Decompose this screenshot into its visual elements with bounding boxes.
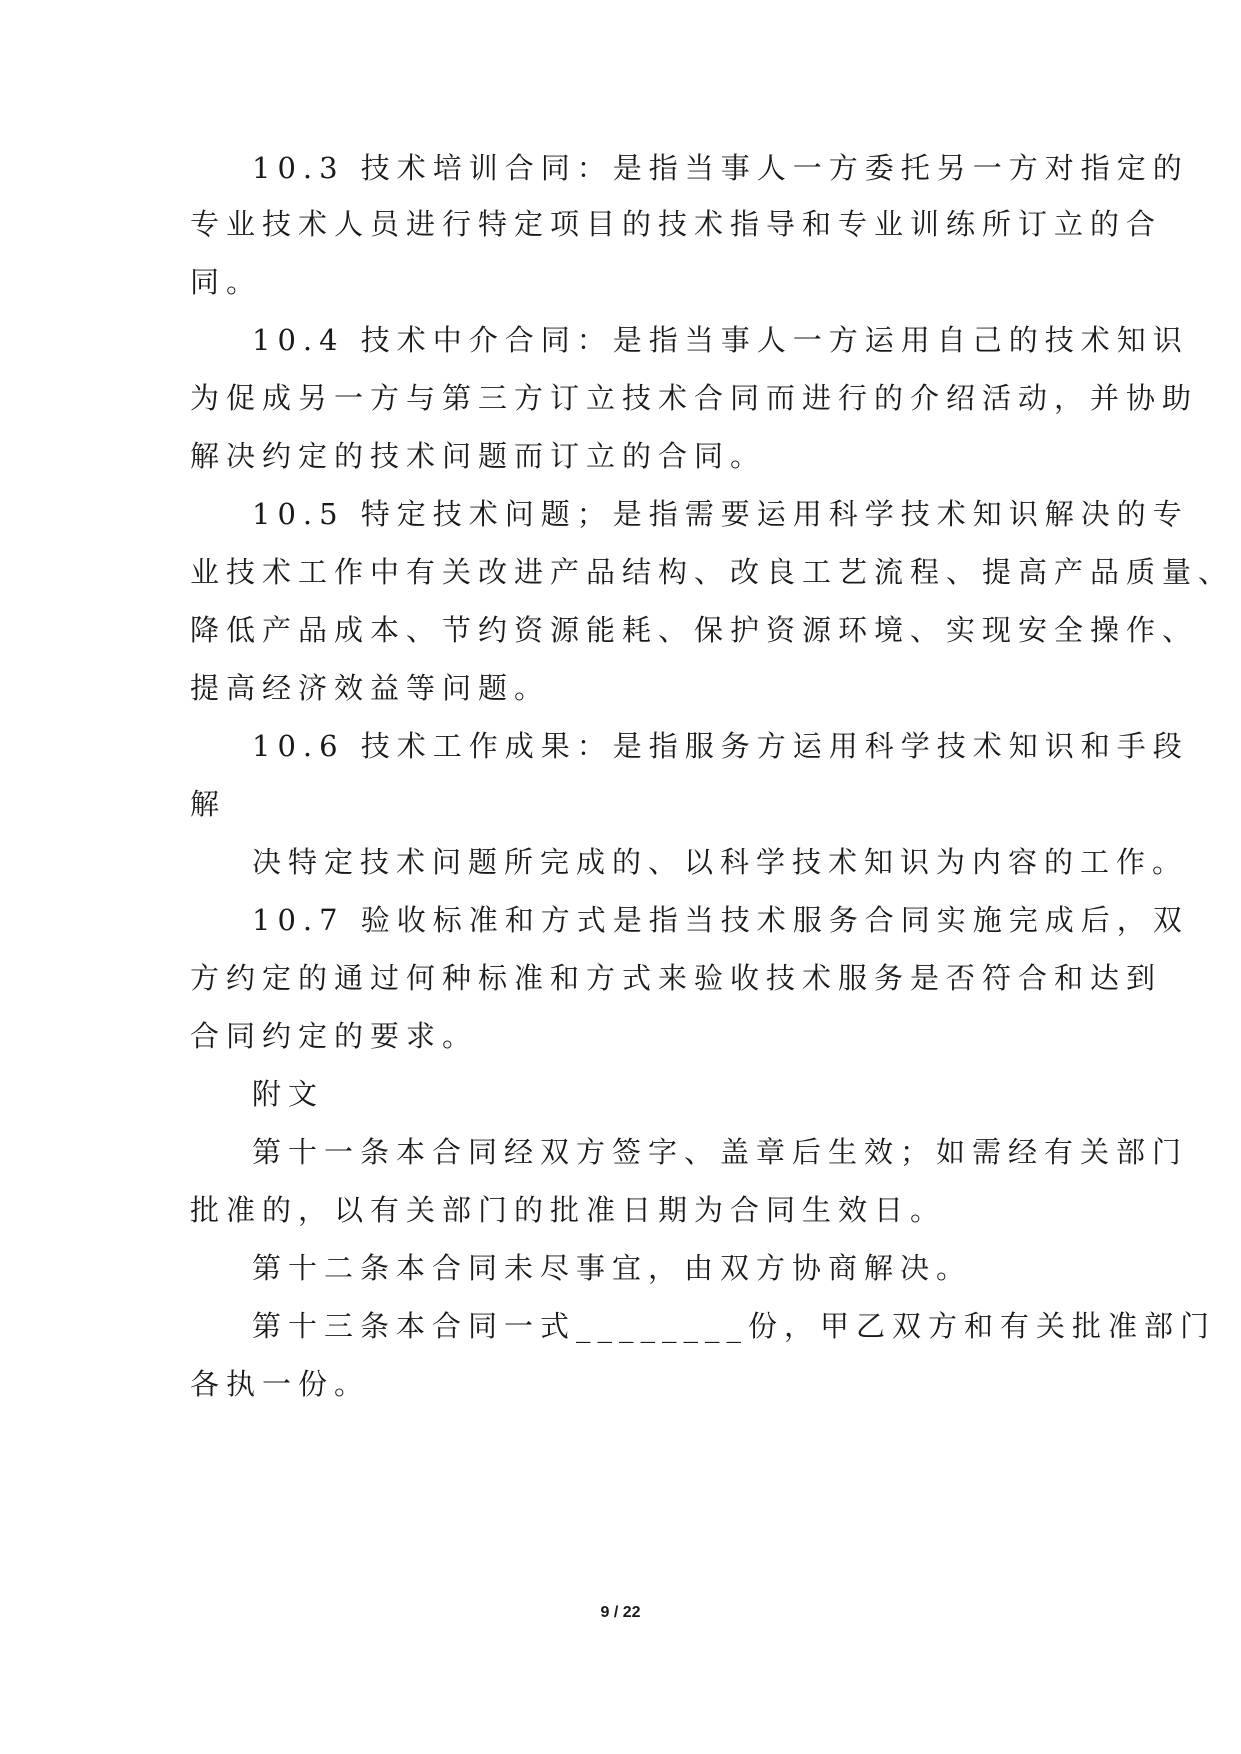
text-line: 同。 (190, 265, 263, 299)
text-line: 10.6 技术工作成果：是指服务方运用科学技术知识和手段 (252, 729, 1189, 763)
text-line: 10.4 技术中介合同：是指当事人一方运用自己的技术知识 (252, 323, 1189, 357)
text-line: 解决约定的技术问题而订立的合同。 (190, 439, 767, 473)
text-line: 提高经济效益等问题。 (190, 671, 551, 705)
text-line: 业技术工作中有关改进产品结构、改良工艺流程、提高产品质量、 (190, 555, 1235, 589)
text-line: 降低产品成本、节约资源能耗、保护资源环境、实现安全操作、 (190, 613, 1199, 647)
text-line: 解 (190, 787, 227, 821)
text-line: 10.3 技术培训合同：是指当事人一方委托另一方对指定的 (252, 151, 1189, 185)
text-line: 合同约定的要求。 (190, 1019, 479, 1053)
text-line: 专业技术人员进行特定项目的技术指导和专业训练所订立的合 (190, 207, 1163, 241)
text-line: 10.7 验收标准和方式是指当技术服务合同实施完成后，双 (252, 903, 1189, 937)
text-line: 方约定的通过何种标准和方式来验收技术服务是否符合和达到 (190, 961, 1163, 995)
page-number: 9 / 22 (600, 1604, 641, 1621)
text-line: 10.5 特定技术问题；是指需要运用科学技术知识解决的专 (252, 497, 1189, 531)
section-heading: 附文 (252, 1077, 325, 1111)
text-line: 第十一条本合同经双方签字、盖章后生效；如需经有关部门 (252, 1135, 1189, 1169)
text-line: 决特定技术问题所完成的、以科学技术知识为内容的工作。 (252, 845, 1189, 879)
text-line: 第十二条本合同未尽事宜，由双方协商解决。 (252, 1251, 973, 1285)
text-line: 各执一份。 (190, 1367, 371, 1401)
text-line: 第十三条本合同一式________份，甲乙双方和有关批准部门 (252, 1309, 1217, 1343)
text-line: 为促成另一方与第三方订立技术合同而进行的介绍活动，并协助 (190, 381, 1199, 415)
text-line: 批准的，以有关部门的批准日期为合同生效日。 (190, 1193, 947, 1227)
